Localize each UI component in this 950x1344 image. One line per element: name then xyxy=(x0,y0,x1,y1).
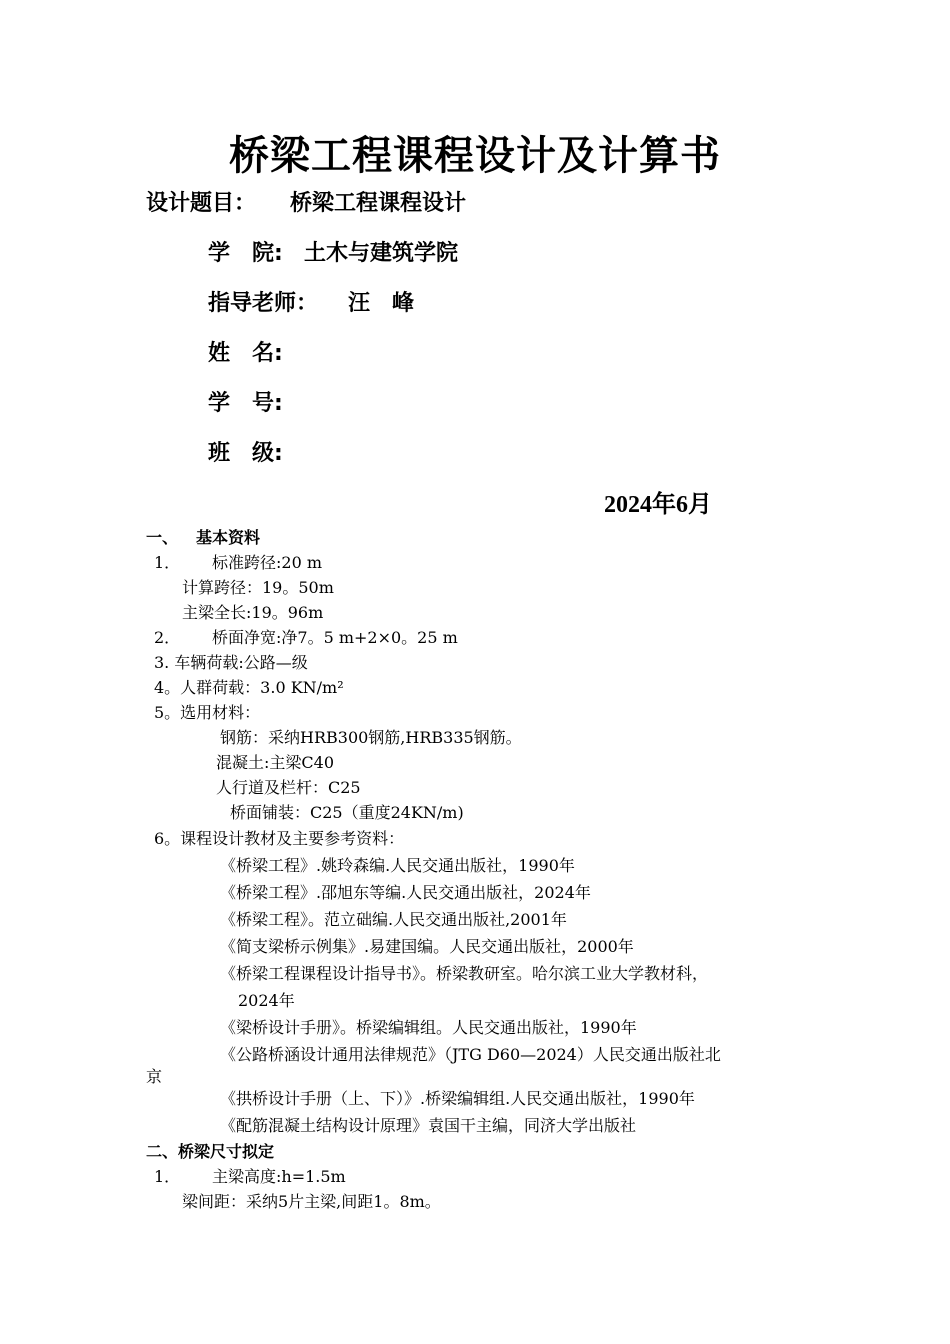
advisor-label: 指导老师： xyxy=(208,291,319,316)
reference-item: 《简支梁桥示例集》.易建国编。人民交通出版社，2000年 xyxy=(220,937,634,956)
item-number: 2． xyxy=(154,628,181,647)
student-id-label: 学 号: xyxy=(208,391,283,416)
reference-item: 《配筋混凝土结构设计原理》袁国干主编，同济大学出版社 xyxy=(220,1116,637,1135)
spec-line: 桥面净宽:净7。5 m+2×0。25 m xyxy=(212,628,458,647)
section-2-heading: 二、桥梁尺寸拟定 xyxy=(146,1142,275,1161)
design-topic-value: 桥梁工程课程设计 xyxy=(290,191,467,216)
spec-line: 3. 车辆荷载:公路—级 xyxy=(154,653,308,672)
reference-item: 《公路桥涵设计通用法律规范》（JTG D60—2024）人民交通出版社北 xyxy=(220,1045,721,1064)
spec-line: 标准跨径:20 m xyxy=(212,553,323,572)
section-1-heading: 基本资料 xyxy=(196,528,261,547)
reference-item: 《梁桥设计手册》。桥梁编辑组。人民交通出版社，1990年 xyxy=(220,1018,637,1037)
spec-line: 主梁全长:19。96m xyxy=(182,603,324,622)
reference-item: 《桥梁工程》.姚玲森编.人民交通出版社，1990年 xyxy=(220,856,575,875)
reference-item: 《桥梁工程》.邵旭东等编.人民交通出版社，2024年 xyxy=(220,883,591,902)
reference-item-continued: 京 xyxy=(146,1067,163,1086)
reference-item-continued: 2024年 xyxy=(238,991,295,1010)
spec-line: 梁间距：采纳5片主梁,间距1。8m。 xyxy=(182,1192,441,1211)
document-date: 2024年6月 xyxy=(604,492,712,518)
material-line: 钢筋：采纳HRB300钢筋,HRB335钢筋。 xyxy=(220,728,522,747)
student-name-label: 姓 名: xyxy=(208,341,283,366)
spec-line: 主梁高度:h=1.5m xyxy=(212,1167,346,1186)
section-1-number: 一、 xyxy=(146,528,179,547)
spec-line: 6。课程设计教材及主要参考资料： xyxy=(154,829,405,848)
college-value: 土木与建筑学院 xyxy=(304,241,459,266)
reference-item: 《桥梁工程》。范立础编.人民交通出版社,2001年 xyxy=(220,910,567,929)
spec-line: 4。人群荷载：3.0 KN/m² xyxy=(154,678,344,697)
design-topic-label: 设计题目： xyxy=(146,191,257,216)
class-label: 班 级: xyxy=(208,441,283,466)
college-label: 学 院: xyxy=(208,241,283,266)
spec-line: 计算跨径：19。50m xyxy=(182,578,334,597)
material-line: 人行道及栏杆：C25 xyxy=(216,778,361,797)
material-line: 混凝土:主梁C40 xyxy=(216,753,334,772)
material-line: 桥面铺装：C25（重度24KN/m) xyxy=(230,803,464,822)
item-number: 1． xyxy=(154,1167,181,1186)
reference-item: 《桥梁工程课程设计指导书》。桥梁教研室。哈尔滨工业大学教材科， xyxy=(220,964,709,983)
reference-item: 《拱桥设计手册（上、下）》.桥梁编辑组.人民交通出版社，1990年 xyxy=(220,1089,695,1108)
advisor-value: 汪 峰 xyxy=(348,291,415,316)
document-title: 桥梁工程课程设计及计算书 xyxy=(229,133,721,179)
spec-line: 5。选用材料： xyxy=(154,703,261,722)
item-number: 1． xyxy=(154,553,181,572)
